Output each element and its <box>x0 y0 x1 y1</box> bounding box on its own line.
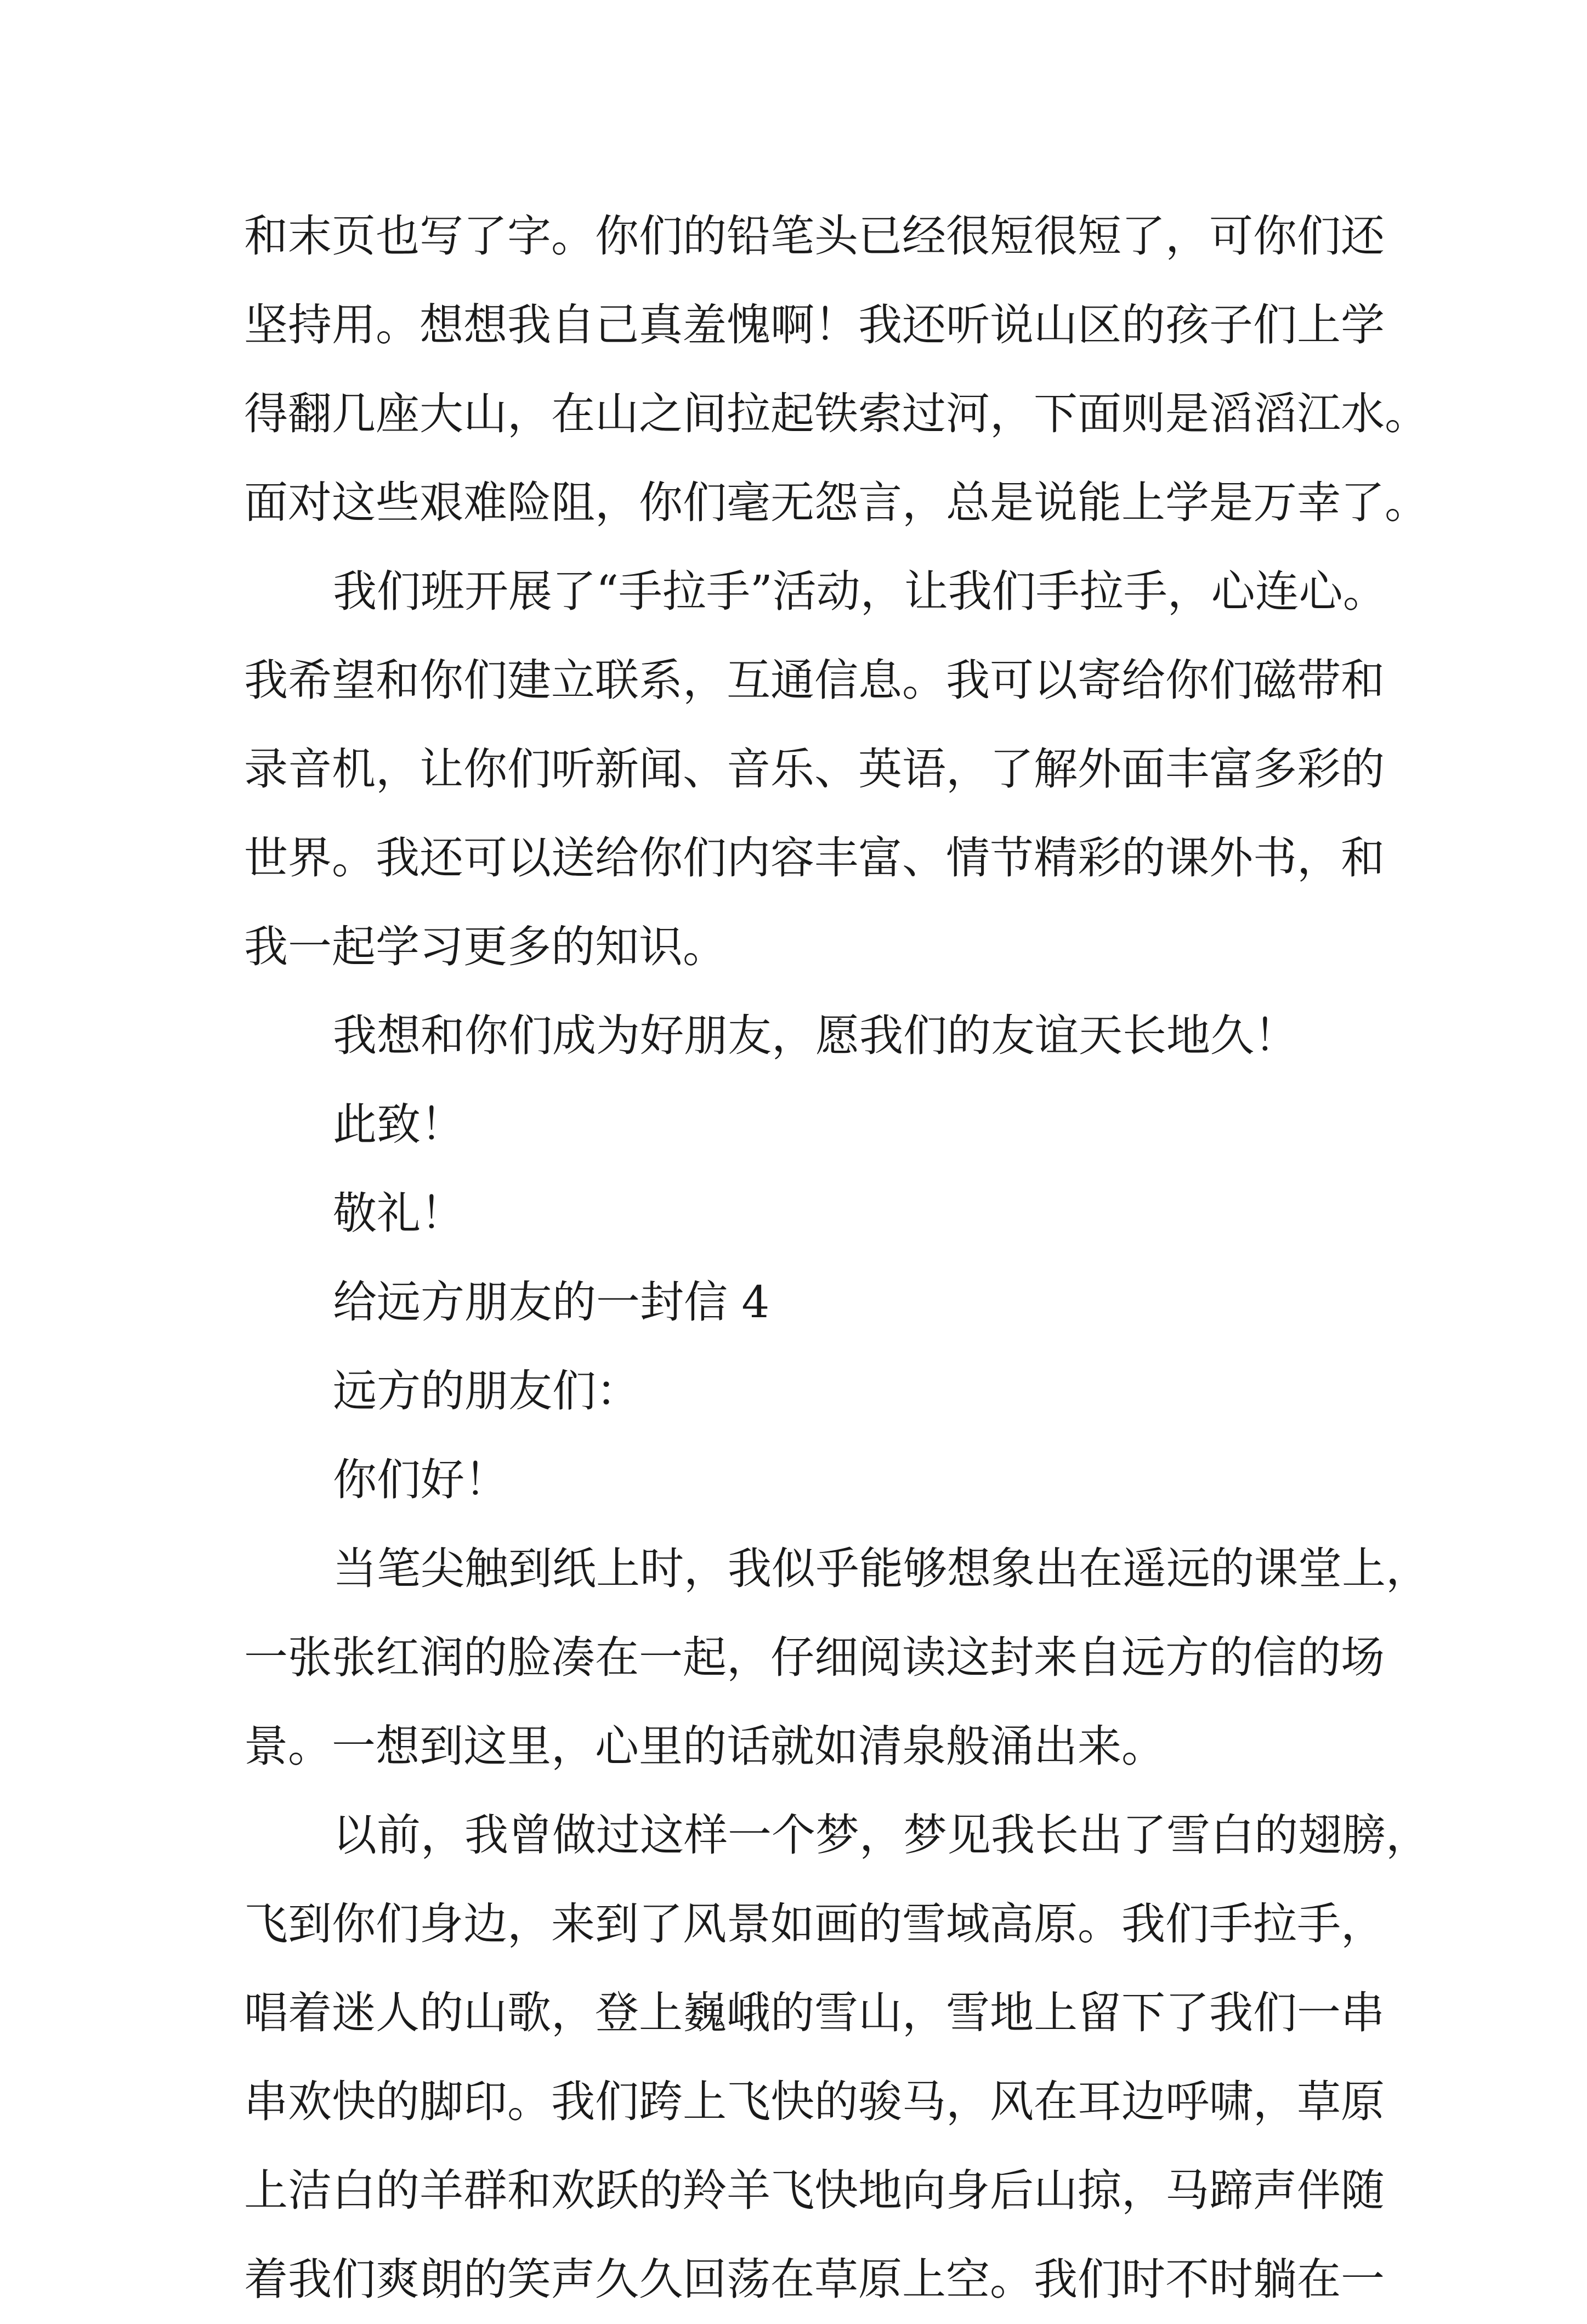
text-line: 串欢快的脚印。我们跨上飞快的骏马，风在耳边呼啸，草原 <box>244 2076 1385 2127</box>
text-line: 给远方朋友的一封信 4 <box>333 1277 770 1328</box>
text-line: 坚持用。想想我自己真羞愧啊！我还听说山区的孩子们上学 <box>244 299 1385 350</box>
text-line: 我一起学习更多的知识。 <box>244 921 727 972</box>
text-line: 录音机，让你们听新闻、音乐、英语，了解外面丰富多彩的 <box>244 744 1385 795</box>
letter-body <box>244 192 1430 2324</box>
text-line: 面对这些艰难险阻，你们毫无怨言，总是说能上学是万幸了。 <box>244 477 1429 528</box>
text-line: 以前，我曾做过这样一个梦，梦见我长出了雪白的翅膀， <box>333 1810 1430 1861</box>
text-line: 当笔尖触到纸上时，我似乎能够想象出在遥远的课堂上， <box>333 1543 1430 1594</box>
text-line: 和末页也写了字。你们的铅笔头已经很短很短了，可你们还 <box>244 211 1385 262</box>
text-line: 唱着迷人的山歌，登上巍峨的雪山，雪地上留下了我们一串 <box>244 1987 1385 2038</box>
text-line: 远方的朋友们： <box>333 1365 640 1416</box>
text-line: 着我们爽朗的笑声久久回荡在草原上空。我们时不时躺在一 <box>244 2254 1385 2305</box>
text-line: 飞到你们身边，来到了风景如画的雪域高原。我们手拉手， <box>244 1898 1385 1949</box>
text-line: 一张张红润的脸凑在一起，仔细阅读这封来自远方的信的场 <box>244 1632 1385 1683</box>
text-line: 你们好！ <box>333 1454 508 1505</box>
text-line: 上洁白的羊群和欢跃的羚羊飞快地向身后山掠，马蹄声伴随 <box>244 2165 1385 2216</box>
text-line: 我想和你们成为好朋友，愿我们的友谊天长地久！ <box>333 1010 1298 1061</box>
text-line: 世界。我还可以送给你们内容丰富、情节精彩的课外书，和 <box>244 832 1385 883</box>
text-line: 我希望和你们建立联系，互通信息。我可以寄给你们磁带和 <box>244 655 1385 706</box>
text-line: 敬礼！ <box>333 1188 464 1239</box>
text-line: 景。一想到这里，心里的话就如清泉般涌出来。 <box>244 1721 1165 1772</box>
text-line: 我们班开展了“手拉手”活动，让我们手拉手，心连心。 <box>333 566 1387 617</box>
text-line: 得翻几座大山，在山之间拉起铁索过河，下面则是滔滔江水。 <box>244 388 1429 439</box>
text-line: 此致！ <box>333 1099 464 1150</box>
